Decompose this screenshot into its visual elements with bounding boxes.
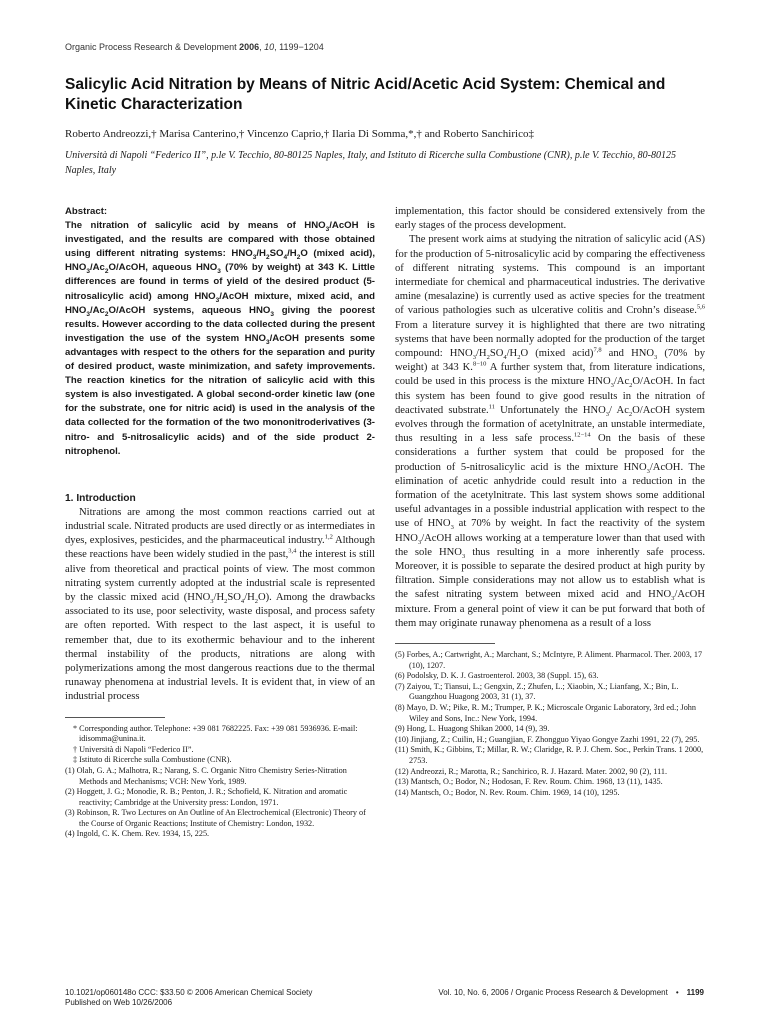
- reference-item: (2) Hoggett, J. G.; Monodie, R. B.; Penton, J. R.; Schofield, K. Nitration and aromatic reactivity; Cambridge at the University press: London, 1971.: [65, 787, 348, 807]
- sub: 2: [517, 354, 521, 362]
- footnote-mark: *: [73, 723, 78, 733]
- reference-item: (13) Mantsch, O.; Bodor, N.; Hodosan, F. Rev. Roum. Chim. 1968, 13 (11), 1435.: [395, 777, 663, 787]
- sub: 3: [605, 410, 610, 418]
- paragraph-text: (70% by weight) at 343 K.: [395, 348, 705, 374]
- sub: 2: [296, 254, 301, 262]
- footnote-divider: [65, 717, 165, 718]
- reference-item: (4) Ingold, C. K. Chem. Rev. 1934, 15, 225.: [65, 829, 210, 839]
- footnotes-right: [395, 650, 705, 798]
- reference-item: (5) Forbes, A.; Cartwright, A.; Marchant, S.; McIntyre, P. Aliment. Pharmacol. Ther. 2003, 17 (10), 1207.: [395, 650, 703, 670]
- paragraph-text: O/AcOH system evolves through the formation of acetylnitrate, an unstable intermediate, thus resulting in a less safe process.: [395, 404, 705, 445]
- abstract-text: O/AcOH systems, aqueous HNO: [108, 304, 271, 316]
- sub: 3: [461, 552, 466, 560]
- reference-item: (12) Andreozzi, R.; Marotta, R.; Sanchirico, R. J. Hazard. Mater. 2002, 90 (2), 111.: [395, 766, 668, 776]
- abstract-text: giving the poorest results. However according to the data collected during the present investigation the use of the system HNO: [65, 304, 375, 344]
- sub: 2: [628, 410, 633, 418]
- footnote-corresponding: [65, 724, 375, 745]
- paragraph-text: implementation, this factor should be considered extensively from the early stages of the process development.: [395, 206, 705, 232]
- sub: 2: [104, 310, 109, 318]
- section-heading-introduction: 1. Introduction: [65, 492, 136, 504]
- sub: 4: [503, 354, 507, 362]
- abstract-text: /AcOH presents some advantages with respect to the others for the separation and purity of desired product, waste minimization, and safety improvements. The reaction kinetics for the nitration of salicylic acid with this system is also investigated. A global second-order kinetic law (one for the substrate, one for nitric acid) is used in the analysis of the data collected for the formation of the two mononitroderivatives (3-nitro- and 5-nitrosalicylic acids) and of the side product 2-nitrophenol.: [65, 332, 375, 457]
- sub: 2: [265, 254, 270, 262]
- introduction-text-continued: [395, 205, 705, 631]
- sub: 3: [325, 226, 330, 233]
- paragraph-text: /AcOH. The elimination of acetic anhydride could result into a reduction in the formation of the acetylnitrate. This last system shows some additional useful advantages in a possible industrial application with respect to the use of HNO: [395, 461, 705, 530]
- footnote-affiliation-2: [65, 755, 375, 766]
- paragraph-text: the interest is still alive from theoretical and practical points of view. The most common nitrating system currently adopted at the industrial scale is represented by the classic mixed acid (HNO: [65, 549, 375, 603]
- paragraph-text: thus resulting in a more inherently safe process. Moreover, it is possible to separate the desired product at high purity by filtration. Simple considerations may not allow us to establish what is the safest nitrating system between mixed acid and HNO: [395, 546, 705, 601]
- sub: 3: [654, 354, 658, 362]
- sub: 3: [86, 310, 90, 318]
- journal-pages: 1199−1204: [279, 42, 324, 52]
- footer-doi: [65, 988, 312, 1008]
- abstract-text: (70% by weight) at 343 K. Little differences are found in terms of yield of the desired product (5-nitrosalicylic acid) among HNO: [65, 262, 376, 302]
- affiliation: Università di Napoli “Federico II”, p.le V. Tecchio, 80-80125 Naples, Italy, and Istituto di Ricerche sulla Combustione (CNR), p.le V. Tecchio, 80-80125 Naples, Italy: [65, 150, 676, 176]
- paragraph: The present work aims at studying the nitration of salicylic acid (AS) for the production of 5-nitrosalicylic acid by comparing the effectiveness of different nitrating systems. This compound is an important intermediate for chemical and pharmaceutical industries. The derivative amine (mesalazine) is currently used as active species for the treatment of various pathologies such as ulcerative colitis and Crohn’s disease.$^{5,6}$ From a literature survey it is highlighted that there are two nitrating systems that have been normally adopted for the production of the target compound: $HNO_3/H_2SO_4/H_2O$ (mixed acid)$^{7,8}$ and $HNO_3$ (70% by weight) at 343 K.$^{8-10}$ A further system that, from literature indications, could be used in this process is the mixture $HNO_3/Ac_2O$/AcOH. In fact this system has been found to give good results in the nitration of deactivated substrate.$^{11}$ Unfortunately the $HNO_3/$ $Ac_2O$/AcOH system evolves through the formation of acetylnitrate, an unstable intermediate, thus resulting in a less safe process.$^{12-14}$ On the basis of these considerations a further system that could be proposed for the production of 5-nitrosalicylic acid is the mixture $HNO_3$/AcOH. The elimination of acetic anhydride could result into a reduction in the formation of the acetylnitrate. This last system shows some additional useful advantages in a possible industrial application with respect to the use of $HNO_3$ at 70% by weight. In fact the reactivity of the system $HNO_3$/AcOH allows working at a temperature lower than that used with the sole $HNO_3$ thus resulting in a more inherently safe process. Moreover, it is possible to separate the desired product at high purity by filtration. Simple considerations may not allow us to establish what is the safest nitrating system between mixed acid and $HNO_3$/AcOH mixture. From a general point of view it can be put forward that both of them may originate runaway phenomena as a result of a loss: [395, 234, 705, 629]
- footnote-mark: ‡: [73, 755, 78, 765]
- reference-item: (10) Jinjiang, Z.; Cuilin, H.; Guangjian, F. Zhongguo Yiyao Gongye Zazhi 1991, 22 (7), 295.: [395, 734, 700, 744]
- abstract-text: O/AcOH, aqueous HNO: [108, 262, 218, 274]
- citation: 1,2: [324, 533, 333, 541]
- paragraph-text: Although these reactions have been widely studied in the past,: [65, 535, 375, 561]
- citation: 8−10: [472, 360, 487, 368]
- paragraph-text: and HNO: [601, 348, 655, 360]
- paragraph-text: Unfortunately the HNO: [494, 404, 606, 416]
- citation: 3,4: [288, 547, 297, 555]
- article-title: Salicylic Acid Nitration by Means of Nitric Acid/Acetic Acid System: Chemical and Kinetic Characterization: [65, 76, 666, 113]
- footnote-divider: [395, 643, 495, 644]
- footer-issue: [438, 988, 704, 997]
- citation: 7,8: [593, 346, 602, 354]
- sub: 3: [671, 595, 675, 603]
- reference-item: (7) Zaiyou, T.; Tiansui, L.; Gengxin, Z.; Zhufen, L.; Xiaobin, X.; Lianfang, X.; Bin, L. Guangzhou Huagong 2003, 31 (1), 37.: [395, 681, 679, 702]
- abstract-text: /AcOH is investigated, and the results are compared with those obtained using different nitrating systems: HNO: [65, 220, 375, 260]
- sub: 2: [104, 268, 109, 276]
- sub: 2: [629, 382, 633, 390]
- abstract-text: /AcOH mixture, mixed acid, and HNO: [65, 290, 375, 316]
- sub: 3: [217, 268, 221, 276]
- journal-year: 2006: [239, 42, 260, 52]
- sub: 3: [472, 354, 476, 362]
- footnote-mark: †: [73, 744, 78, 754]
- footnote-text: Istituto di Ricerche sulla Combustione (CNR).: [79, 755, 232, 765]
- paragraph-text: O (mixed acid): [520, 348, 594, 360]
- introduction-text: Nitrations are among the most common reactions carried out at industrial scale. Nitrated products are used directly or as intermediates in dyes, explosives, pesticides, and the pharmaceutical industry.$^{1,2}$ Although these reactions have been widely studied in the past,$^{3,4}$ the interest is still alive from theoretical and practical points of view. The most common nitrating system currently adopted at the industrial scale is represented by the classic mixed acid $(HNO_3/H_2SO_4/H_2O)$. Among the drawbacks associated to its use, poor selectivity, waste disposal, and process safety are often reported. With respect to the last aspect, it is useful to remember that, due to its exothermic behaviour and to the inherent thermal instability of the products, nitrations are along with polymerizations among the most dangerous reactions due to the thermal runaway phenomena at industrial levels. It is evident that, in view of an industrial process: [65, 506, 375, 703]
- paragraph-text: Nitrations are among the most common reactions carried out at industrial scale. Nitrated products are used directly or as intermediates in dyes, explosives, pesticides, and the pharmaceutical industry.: [65, 506, 375, 547]
- sub: 3: [610, 382, 614, 390]
- reference-item: (6) Podolsky, D. K. J. Gastroenterol. 2003, 38 (Suppl. 15), 63.: [395, 671, 599, 681]
- doi-line: 10.1021/op060148o CCC: $33.50 © 2006 American Chemical Society: [65, 988, 313, 997]
- running-header: Organic Process Research & Development 2006, 10, 1199−1204: [65, 42, 324, 52]
- footnote-text: Corresponding author. Telephone: +39 081 7682225. Fax: +39 081 5936936. E-mail: idisomma@unina.it.: [79, 723, 358, 744]
- paragraph-text: at 70% by weight. In fact the reactivity of the system HNO: [395, 518, 705, 544]
- issue-line: Vol. 10, No. 6, 2006 / Organic Process Research & Development: [438, 988, 668, 997]
- journal-name: Organic Process Research & Development: [65, 42, 237, 52]
- sub: 3: [265, 338, 270, 346]
- page-number: 1199: [686, 988, 704, 997]
- sub: 2: [224, 598, 228, 606]
- sub: 3: [252, 254, 257, 262]
- reference-item: (8) Mayo, D. W.; Pike, R. M.; Trumper, P. K.; Microscale Organic Laboratory, 3rd ed.; John Wiley and Sons, Inc.: New York, 1994.: [395, 703, 696, 723]
- abstract-text: The nitration of salicylic acid by means of HNO: [65, 220, 326, 232]
- sub: 2: [254, 598, 258, 606]
- paragraph-text: A further system that, from literature indications, could be used in this process is the mixture HNO: [395, 362, 705, 388]
- sub: 2: [486, 354, 490, 362]
- left-column: [65, 205, 375, 840]
- paragraph-text: From a literature survey it is highlighted that there are two nitrating systems that have been normally adopted for the production of the target compound: HNO: [395, 319, 705, 360]
- journal-volume: 10: [264, 42, 275, 52]
- reference-item: (1) Olah, G. A.; Malhotra, R.; Narang, S. C. Organic Nitro Chemistry Series-Nitration Methods and Mechanisms; VCH: New York, 1989.: [65, 765, 347, 786]
- sub: 4: [283, 254, 288, 262]
- sub: 3: [86, 268, 90, 276]
- citation: 5,6: [696, 303, 705, 311]
- sub: 3: [215, 296, 220, 304]
- reference-item: (3) Robinson, R. Two Lectures on An Outline of An Electrochemical (Electronic) Theory of the Course of Organic Reactions; Institute of Chemistry: London, 1932.: [65, 808, 366, 828]
- paragraph-text: O). Among the drawbacks associated to its use, poor selectivity, waste disposal, and process safety are often reported. With respect to the last aspect, it is useful to remember that, due to its exothermic behaviour and to the inherent thermal instability of the products, nitrations are along with polymerizations among the most dangerous reactions due to the thermal runaway phenomena at industrial levels. It is evident that, in view of an industrial process: [65, 591, 375, 703]
- sub: 3: [646, 467, 650, 475]
- paragraph: [395, 205, 705, 233]
- bullet-separator: •: [675, 988, 679, 997]
- citation: 12−14: [574, 431, 591, 439]
- published-line: Published on Web 10/26/2006: [65, 998, 173, 1007]
- reference-item: (11) Smith, K.; Gibbins, T.; Millar, R. W.; Claridge, R. P. J. Chem. Soc., Perkin Trans. 1 2000, 2753.: [395, 745, 704, 766]
- footnote-text: Università di Napoli “Federico II”.: [79, 744, 194, 754]
- citation: 11: [488, 403, 495, 411]
- author-list: Roberto Andreozzi,† Marisa Canterino,† Vincenzo Caprio,† Ilaria Di Somma,*,† and Roberto Sanchirico‡: [65, 128, 534, 140]
- paragraph-text: /AcOH allows working at a temperature lower than that used with the sole HNO: [395, 532, 705, 558]
- paragraph-text: /AcOH mixture. From a general point of view it can be put forward that both of them may originate runaway phenomena as a result of a loss: [395, 589, 705, 629]
- paragraph-text: O/AcOH. In fact this system has been found to give good results in the nitration of deactivated substrate.: [395, 376, 705, 416]
- paragraph-text: On the basis of these considerations a further system that could be proposed for the production of 5-nitrosalicylic acid is the mixture HNO: [395, 433, 705, 473]
- reference-item: (14) Mantsch, O.; Bodor, N. Rev. Roum. Chim. 1969, 14 (10), 1295.: [395, 787, 620, 797]
- abstract-heading: Abstract:: [65, 206, 108, 217]
- paragraph-text: The present work aims at studying the nitration of salicylic acid (AS) for the production of 5-nitrosalicylic acid by comparing the effectiveness of different nitrating systems. This compound is an important intermediate for chemical and pharmaceutical industries. The derivative amine (mesalazine) is currently used as active species for the treatment of various pathologies such as ulcerative colitis and Crohn’s disease.: [395, 234, 705, 317]
- reference-item: (9) Hong, L. Huagong Shikan 2000, 14 (9), 39.: [395, 724, 550, 734]
- abstract-text: O (mixed acid), HNO: [65, 248, 376, 274]
- sub: 3: [417, 538, 422, 546]
- sub: 4: [240, 598, 245, 606]
- footnotes-left: [65, 724, 375, 841]
- sub: 3: [270, 310, 274, 318]
- right-column: [395, 205, 705, 798]
- abstract: Abstract: The nitration of salicylic acid by means of $HNO_3$/AcOH is investigated, and the results are compared with those obtained using different nitrating systems: $HNO_3/H_2SO_4/H_2O$ (mixed acid), $HNO_3/Ac_2O$/AcOH, aqueous $HNO_3$ (70% by weight) at 343 K. Little differences are found in terms of yield of the desired product (5-nitrosalicylic acid) among $HNO_3$/AcOH mixture, mixed acid, and $HNO_3/Ac_2O$/AcOH systems, aqueous $HNO_3$ giving the poorest results. However according to the data collected during the present investigation the use of the system $HNO_3$/AcOH presents some advantages with respect to the others for the separation and purity of desired product, waste minimization, and safety improvements. The reaction kinetics for the nitration of salicylic acid with this system is also investigated. A global second-order kinetic law (one for the substrate, one for nitric acid) is used in the analysis of the data collected for the formation of the two mononitroderivatives (3-nitro- and 5-nitrosalicylic acids) and of the side product 2-nitrophenol.: [65, 206, 376, 457]
- sub: 3: [210, 598, 214, 606]
- sub: 3: [450, 524, 454, 532]
- footnote-affiliation-1: [65, 745, 375, 756]
